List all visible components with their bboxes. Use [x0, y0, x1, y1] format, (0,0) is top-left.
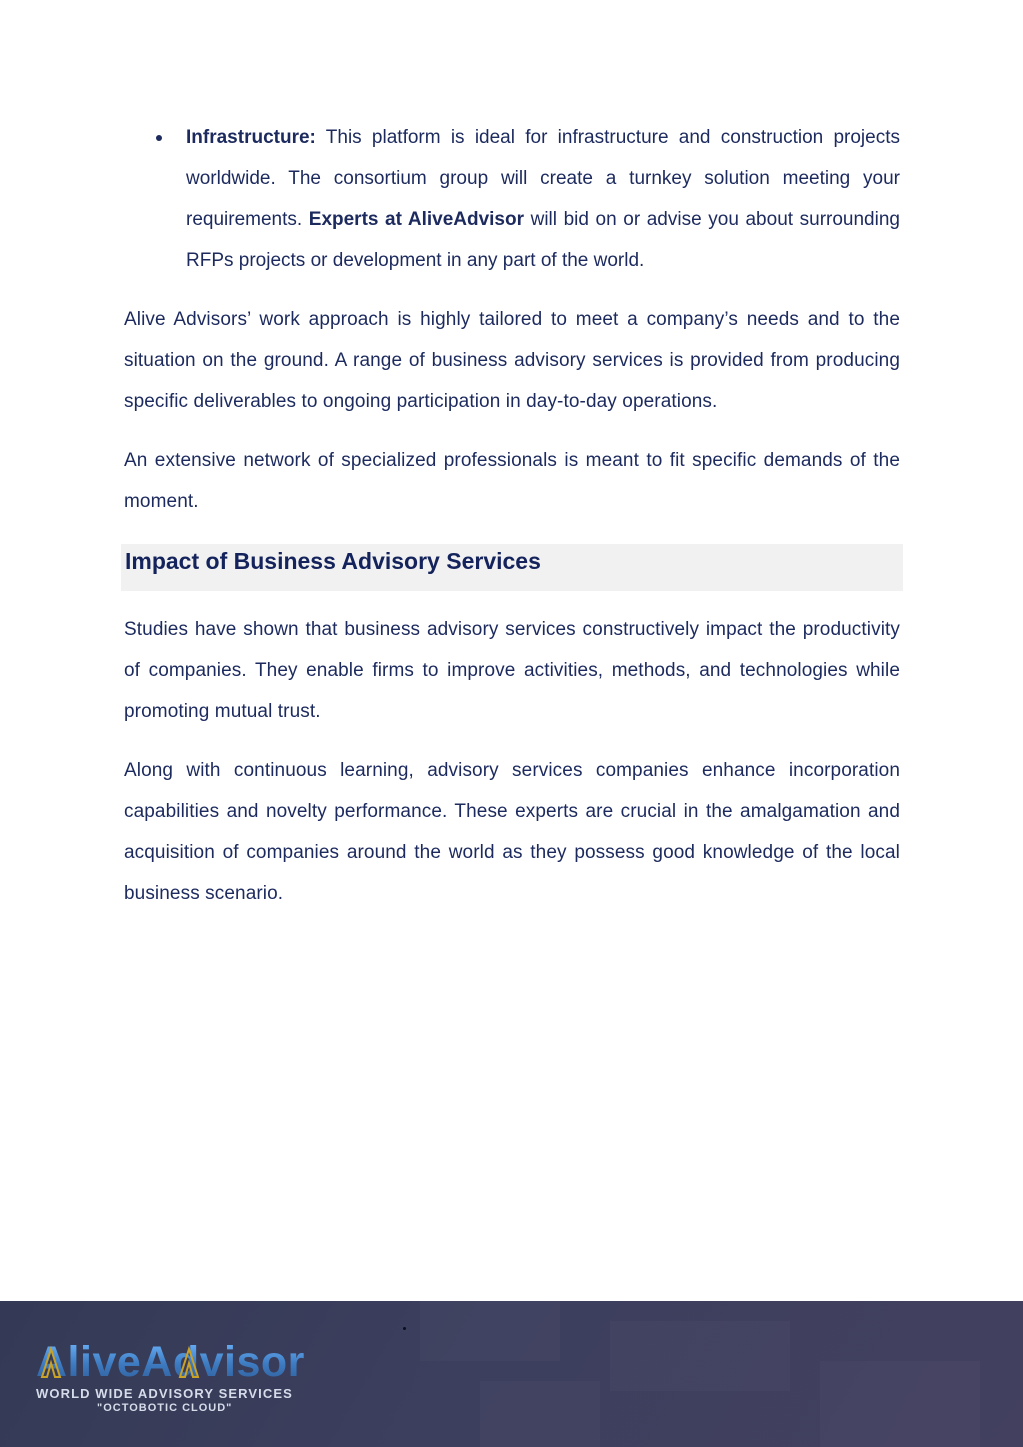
logo-a-mark-icon	[36, 1343, 66, 1383]
footer-band	[0, 1301, 1023, 1447]
bullet-text-continued: will bid on or advise you about surrounding RFPs projects or development in any part of the world.	[186, 209, 900, 271]
paragraph-work-approach: Alive Advisors’ work approach is highly tailored to meet a company’s needs and to the situation on the ground. A range of business advisory services is provided from producing specific deliverables to ongoing participation in day-to-day operations.	[124, 309, 900, 412]
footer-dot	[403, 1327, 406, 1330]
logo-tagline: WORLD WIDE ADVISORY SERVICES	[36, 1386, 293, 1401]
bullet-icon	[156, 135, 162, 141]
logo-a-mark-icon	[174, 1343, 204, 1383]
bullet-term: Infrastructure:	[186, 127, 316, 148]
section-heading: Impact of Business Advisory Services	[121, 544, 903, 591]
paragraph-continuous-learning: Along with continuous learning, advisory services companies enhance incorporation capabilities and novelty performance. These experts are crucial in the amalgamation and acquisition of companies around the world as they possess good knowledge of the local business scenario.	[124, 760, 900, 904]
bullet-item-infrastructure	[124, 117, 900, 281]
bullet-text: This platform is ideal for infrastructure and construction projects worldwide. The consortium group will create a turnkey solution meeting your requirements.	[186, 127, 900, 230]
paragraph-studies: Studies have shown that business advisory services constructively impact the productivity of companies. They enable firms to improve activities, methods, and technologies while promoting mutual trust.	[124, 619, 900, 722]
bullet-highlight: Experts at AliveAdvisor	[308, 209, 524, 230]
logo-wordmark: AliveAdvisor	[36, 1338, 305, 1386]
document-body	[124, 117, 900, 932]
alive-advisor-logo	[36, 1339, 336, 1419]
paragraph-network: An extensive network of specialized professionals is meant to fit specific demands of the moment.	[124, 450, 900, 512]
logo-subtagline: "OCTOBOTIC CLOUD"	[97, 1402, 233, 1414]
bullet-list	[124, 117, 900, 281]
